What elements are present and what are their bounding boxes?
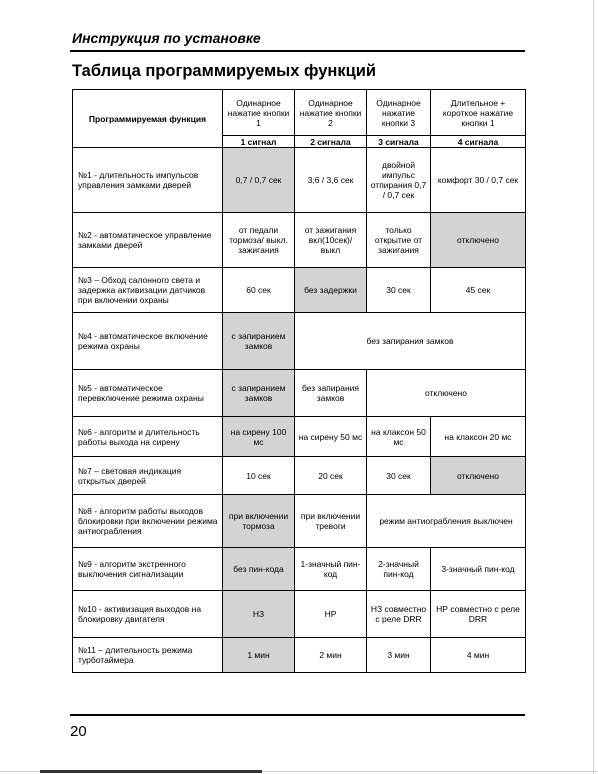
function-name: №7 – световая индикация открытых дверей (73, 457, 223, 495)
function-column-header: Программируемая функция (73, 90, 223, 148)
value-cell: 3-значный пин-код (431, 548, 526, 591)
table-row (73, 638, 526, 673)
function-name: №2 - автоматическое управление замками дверей (73, 213, 223, 268)
footer-divider (70, 714, 525, 716)
table-row (73, 417, 526, 457)
function-name: №5 - автоматическое перевключение режима охраны (73, 370, 223, 417)
function-name: №11 – длительность режима турботаймера (73, 638, 223, 673)
value-cell: 2 мин (295, 638, 367, 673)
signal-label-1: 1 сигнал (223, 136, 295, 148)
document-header-title: Инструкция по установке (72, 30, 261, 46)
page-title: Таблица программируемых функций (72, 62, 377, 80)
value-cell: 30 сек (367, 268, 431, 313)
function-name: №6 - алгоритм и длительность работы выхода на сирену (73, 417, 223, 457)
function-name: №3 – Обход салонного света и задержка активизации датчиков при включении охраны (73, 268, 223, 313)
value-cell: только открытие от зажигания (367, 213, 431, 268)
function-name: №9 - алгоритм экстренного выключения сигнализации (73, 548, 223, 591)
table-row (73, 148, 526, 213)
value-cell: 1 мин (223, 638, 295, 673)
value-cell: НР совместно с реле DRR (431, 591, 526, 638)
page-shadow-bar (40, 770, 262, 773)
value-cell: 0,7 / 0,7 сек (223, 148, 295, 213)
signal-label-2: 2 сигнала (295, 136, 367, 148)
page-number: 20 (70, 723, 87, 740)
value-cell: 30 сек (367, 457, 431, 495)
function-name: №1 - длительность импульсов управления замками дверей (73, 148, 223, 213)
table-row (73, 495, 526, 548)
value-cell-merged: режим антиограбления выключен (367, 495, 526, 548)
page-edge-right (593, 0, 594, 774)
value-cell: 10 сек (223, 457, 295, 495)
table-row (73, 268, 526, 313)
value-cell: 3 мин (367, 638, 431, 673)
value-cell-merged: отключено (367, 370, 526, 417)
value-cell: без задержки (295, 268, 367, 313)
value-cell: отключено (431, 457, 526, 495)
function-name: №10 - активизация выходов на блокировку двигателя (73, 591, 223, 638)
value-cell: от педали тормоза/ выкл. зажигания (223, 213, 295, 268)
table-header-row (73, 90, 526, 136)
table-row (73, 213, 526, 268)
table-row (73, 370, 526, 417)
column-header-long-press: Длительное + короткое нажатие кнопки 1 (431, 90, 526, 136)
value-cell: при включении тревоги (295, 495, 367, 548)
column-header-button-1: Одинарное нажатие кнопки 1 (223, 90, 295, 136)
value-cell: НР (295, 591, 367, 638)
value-cell: 2-значный пин-код (367, 548, 431, 591)
value-cell: двойной импульс отпирания 0,7 / 0,7 сек (367, 148, 431, 213)
value-cell: от зажигания вкл(10сек)/ выкл (295, 213, 367, 268)
value-cell: 20 сек (295, 457, 367, 495)
value-cell: с запиранием замков (223, 370, 295, 417)
value-cell: комфорт 30 / 0,7 сек (431, 148, 526, 213)
table-row (73, 591, 526, 638)
value-cell: на сирену 50 мс (295, 417, 367, 457)
table-row (73, 548, 526, 591)
value-cell-merged: без запирания замков (295, 313, 526, 370)
table-row (73, 457, 526, 495)
value-cell: НЗ совместно с реле DRR (367, 591, 431, 638)
column-header-button-3: Одинарное нажатие кнопки 3 (367, 90, 431, 136)
value-cell: на клаксон 20 мс (431, 417, 526, 457)
value-cell: 1-значный пин-код (295, 548, 367, 591)
value-cell: НЗ (223, 591, 295, 638)
value-cell: без пин-кода (223, 548, 295, 591)
function-name: №4 - автоматическое включение режима охраны (73, 313, 223, 370)
signal-label-3: 3 сигнала (367, 136, 431, 148)
value-cell: отключено (431, 213, 526, 268)
signal-label-4: 4 сигнала (431, 136, 526, 148)
value-cell: с запиранием замков (223, 313, 295, 370)
value-cell: на сирену 100 мс (223, 417, 295, 457)
value-cell: на клаксон 50 мс (367, 417, 431, 457)
value-cell: 4 мин (431, 638, 526, 673)
value-cell: без запирания замков (295, 370, 367, 417)
table-row (73, 313, 526, 370)
column-header-button-2: Одинарное нажатие кнопки 2 (295, 90, 367, 136)
header-divider (70, 50, 525, 52)
programmable-functions-table (72, 89, 526, 673)
value-cell: при включении тормоза (223, 495, 295, 548)
function-name: №8 - алгоритм работы выходов блокировки при включении режима антиограбления (73, 495, 223, 548)
value-cell: 3,6 / 3,6 сек (295, 148, 367, 213)
value-cell: 45 сек (431, 268, 526, 313)
value-cell: 60 сек (223, 268, 295, 313)
